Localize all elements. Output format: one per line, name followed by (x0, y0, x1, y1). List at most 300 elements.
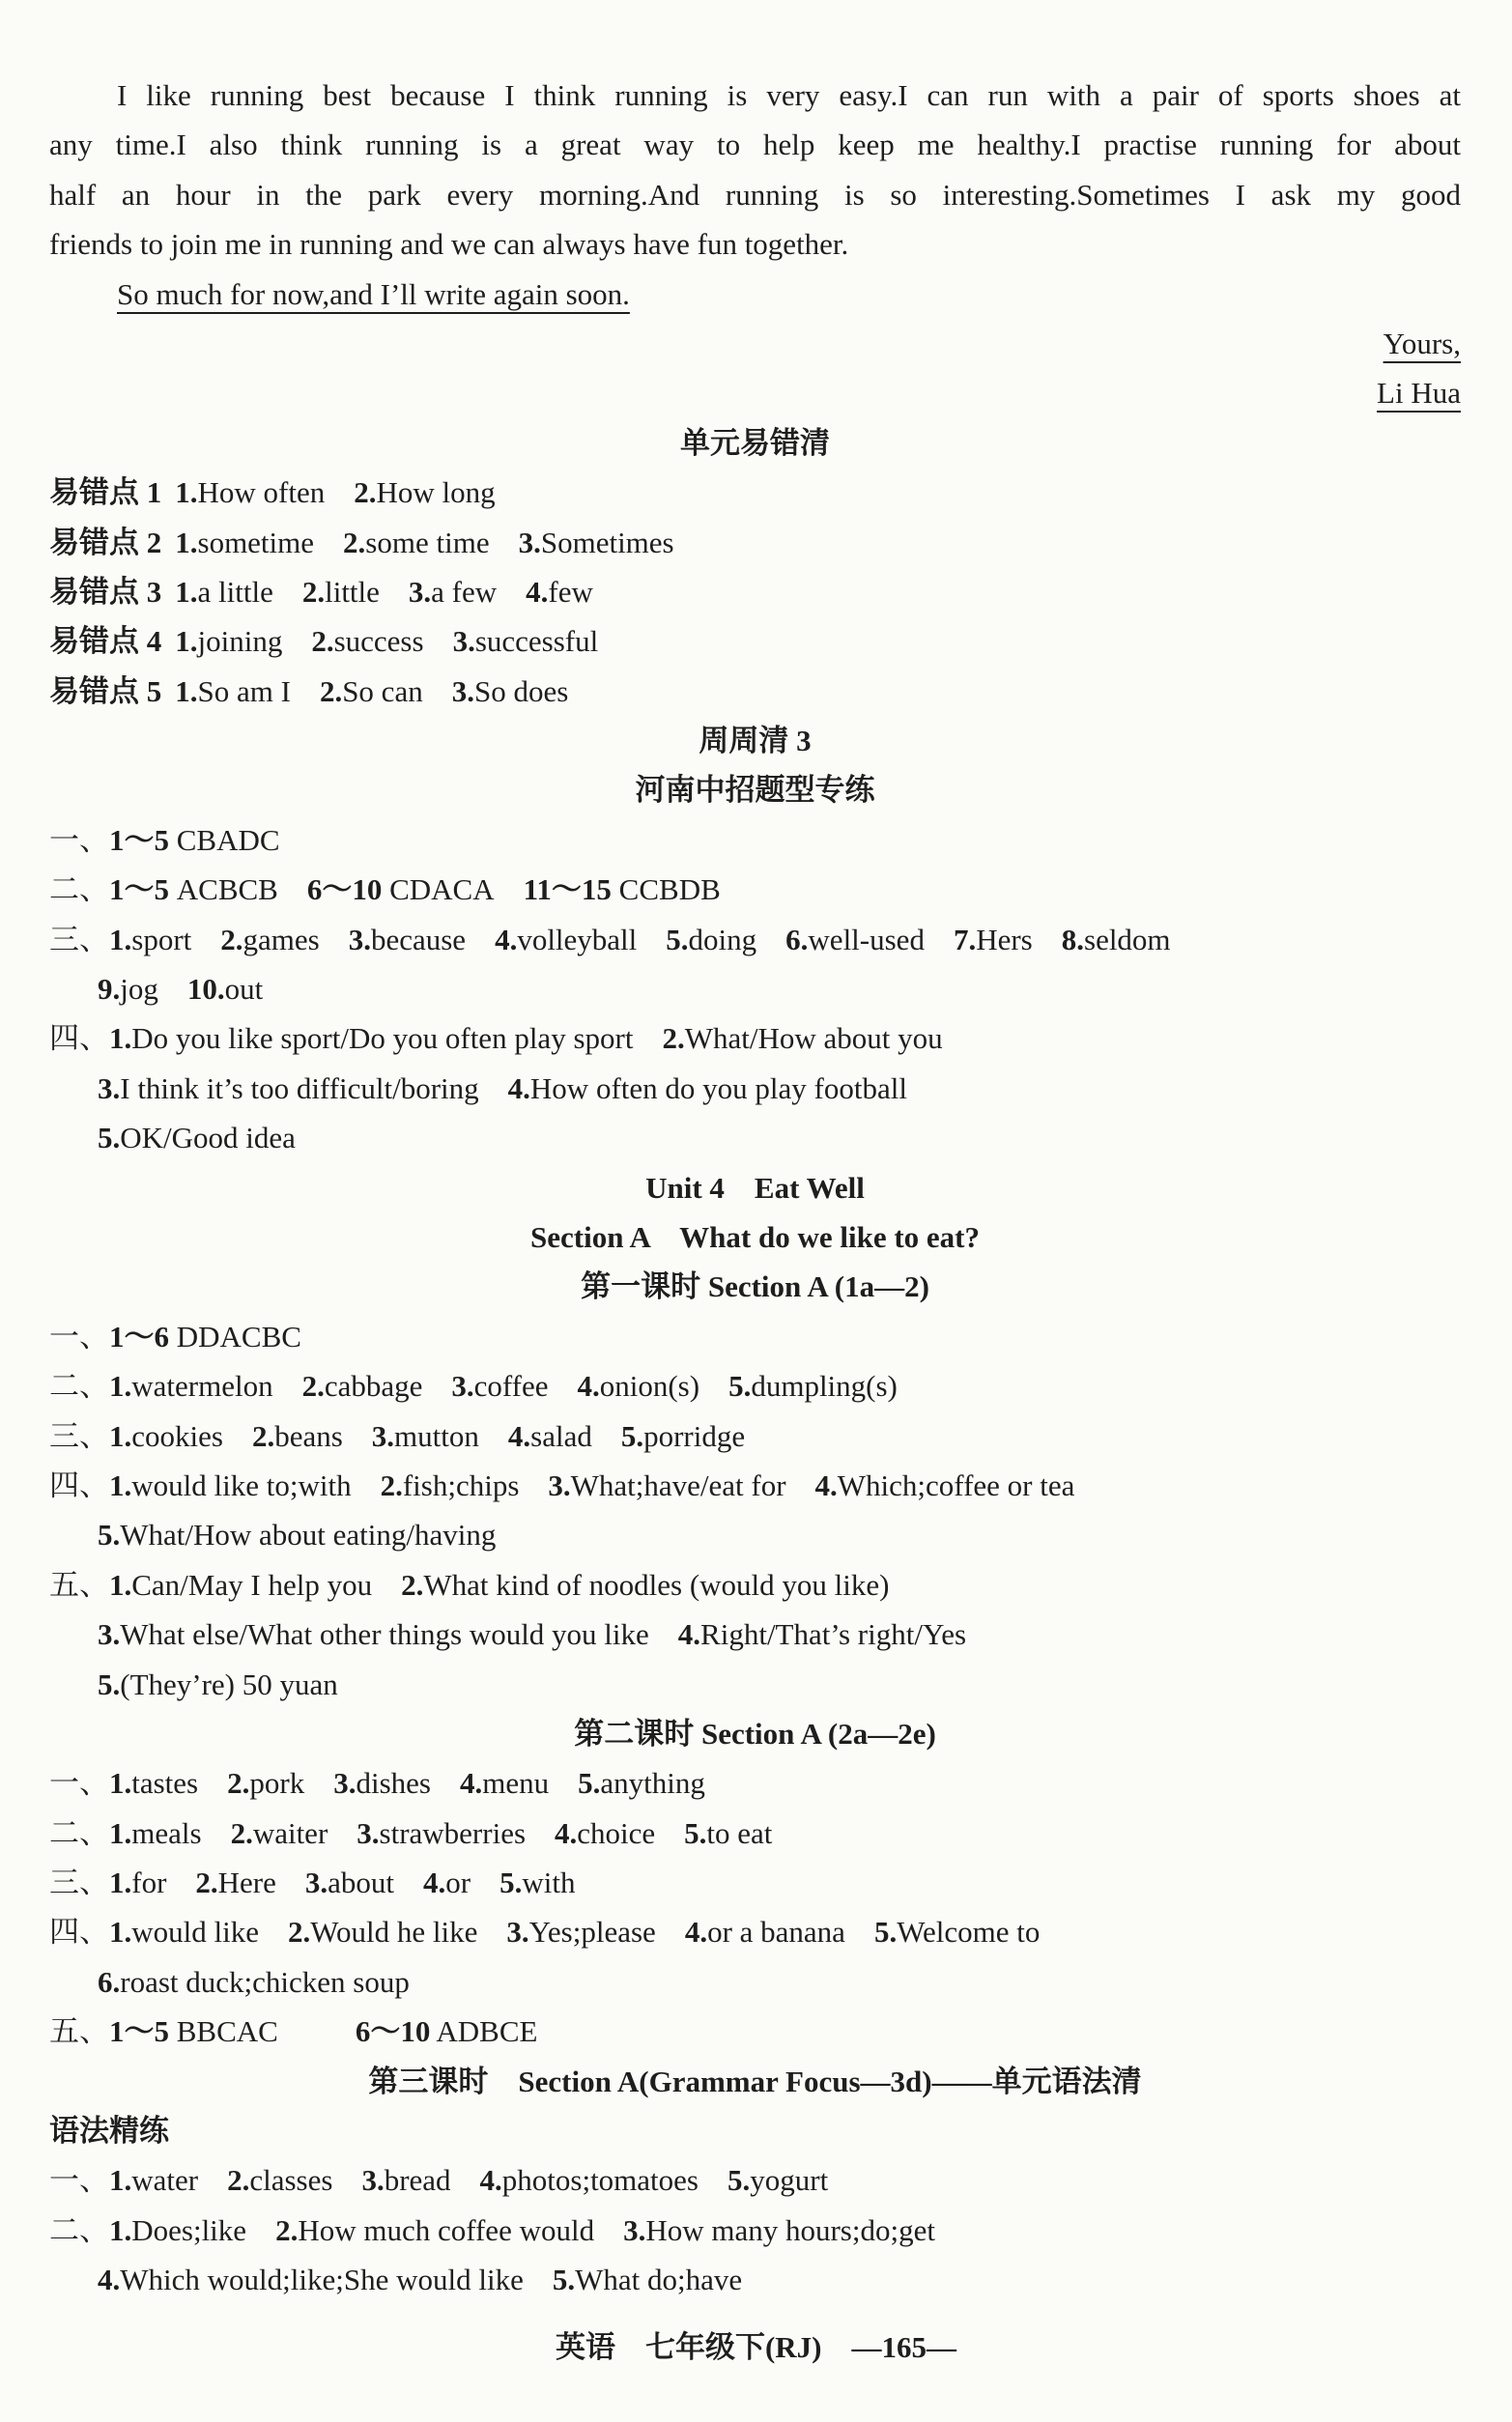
answer-number: 5. (499, 1866, 523, 1900)
answer-row (49, 567, 1461, 616)
answer-row (49, 1660, 1461, 1709)
answer-item (109, 1021, 633, 1055)
row-label: 二、 (49, 872, 109, 907)
answer-item (252, 1419, 343, 1453)
answer-page (49, 71, 1461, 2305)
answer-text: joining (197, 624, 283, 659)
answer-item (302, 1369, 423, 1403)
answer-item (98, 1617, 649, 1651)
answer-text: cabbage (324, 1369, 423, 1404)
row-label: 易错点 3 (49, 574, 162, 609)
section-subheading: 语法精练 (49, 2114, 169, 2149)
answer-item (109, 1320, 301, 1353)
answer-number: 2. (380, 1467, 403, 1502)
answer-item (343, 526, 490, 559)
answer-item (175, 475, 325, 509)
answer-number: 5. (552, 2263, 576, 2297)
answer-item (495, 923, 637, 956)
answer-row (49, 616, 1461, 666)
row-label: 三、 (49, 1866, 109, 1900)
answer-text: porridge (643, 1418, 746, 1453)
answer-row (49, 1013, 1461, 1063)
answer-item (526, 575, 593, 609)
answer-row (49, 1113, 1461, 1162)
answer-item (361, 2163, 450, 2197)
answer-text: watermelon (131, 1369, 273, 1404)
answer-text: classes (249, 2163, 333, 2198)
answer-number: 2. (227, 1766, 250, 1801)
answer-number: 1. (175, 574, 198, 609)
answer-text: dumpling(s) (751, 1369, 898, 1404)
section-heading: 第二课时 Section A (2a—2e) (574, 1716, 936, 1751)
answer-number: 1. (175, 475, 198, 510)
answer-item (451, 1369, 548, 1403)
answer-number: 1. (109, 1866, 132, 1900)
answer-item (98, 1518, 496, 1552)
answer-text: Would he like (310, 1915, 478, 1950)
answer-number: 2. (230, 1815, 253, 1850)
answer-number: 1. (175, 624, 198, 659)
answer-number: 5. (728, 1369, 752, 1404)
answer-text: DDACBC (169, 1319, 301, 1353)
answer-item (175, 575, 273, 609)
letter-signature: Li Hua (1377, 376, 1461, 411)
answer-row (49, 1064, 1461, 1113)
answer-row (49, 667, 1461, 716)
answer-row (49, 1312, 1461, 1361)
answer-item (109, 2213, 246, 2247)
answer-text: Welcome to (897, 1915, 1041, 1950)
answer-text: Right/That’s right/Yes (700, 1617, 967, 1652)
answer-item (227, 1766, 304, 1800)
answer-text: What/How about eating/having (120, 1518, 497, 1553)
answer-text: dishes (356, 1766, 431, 1801)
answer-number: 3. (518, 525, 541, 559)
answer-number: 4. (423, 1866, 446, 1900)
answer-item (109, 1468, 352, 1502)
section-heading: 河南中招题型专练 (635, 773, 875, 808)
answer-text: cookies (131, 1418, 223, 1453)
answer-item (662, 1021, 942, 1055)
answer-item (305, 1866, 394, 1899)
answer-item (195, 1866, 275, 1899)
answer-text: CDACA (382, 872, 495, 907)
section-heading: 周周清 3 (699, 724, 812, 758)
answer-number: 5. (666, 922, 689, 956)
answer-text: would like (131, 1915, 259, 1950)
answer-row (49, 1461, 1461, 1510)
answer-item (524, 872, 721, 906)
answer-number: 5. (98, 1667, 121, 1701)
answer-item (727, 2163, 828, 2197)
answer-number: 2. (354, 475, 377, 510)
answer-text: How often do you play football (529, 1070, 907, 1105)
answer-item (815, 1468, 1075, 1502)
answer-number: 1. (109, 1418, 132, 1453)
section-heading: 单元易错清 (680, 425, 830, 460)
answer-number: 1. (109, 1021, 132, 1056)
answer-row (49, 1858, 1461, 1907)
answer-row (49, 2007, 1461, 2056)
answer-text: successful (474, 624, 599, 659)
answer-number: 1. (109, 2163, 132, 2198)
answer-text: Hers (976, 922, 1033, 956)
row-label: 三、 (49, 1418, 109, 1453)
answer-text: fish;chips (402, 1467, 520, 1502)
answer-number: 7. (953, 922, 977, 956)
answer-row (49, 815, 1461, 865)
answer-number: 3. (451, 673, 474, 708)
answer-row (49, 1907, 1461, 1956)
answer-number: 3. (451, 1369, 474, 1404)
answer-text: What kind of noodles (would you like) (423, 1567, 890, 1602)
answer-text: BBCAC (169, 2014, 278, 2049)
answer-number: 5. (578, 1766, 601, 1801)
section-heading: 第三课时 Section A(Grammar Focus—3d)——单元语法清 (368, 2064, 1142, 2098)
answer-item (109, 1568, 372, 1602)
answer-text: How long (376, 475, 496, 510)
row-label: 四、 (49, 1021, 109, 1056)
answer-item (506, 1915, 655, 1949)
answer-text: onion(s) (599, 1369, 700, 1404)
answer-number: 2. (401, 1567, 424, 1602)
row-label: 易错点 2 (49, 525, 162, 559)
answer-item (621, 1419, 745, 1453)
answer-item (175, 674, 291, 708)
answer-text: about (328, 1866, 395, 1900)
answer-number: 5. (684, 1815, 707, 1850)
section-heading: Unit 4 Eat Well (645, 1170, 865, 1205)
answer-text: to eat (706, 1815, 773, 1850)
answer-item (460, 1766, 549, 1800)
answer-text: ACBCB (169, 872, 278, 907)
row-label: 二、 (49, 2212, 109, 2247)
answer-row (49, 1809, 1461, 1858)
answer-number: 3. (408, 574, 432, 609)
row-label: 一、 (49, 1319, 109, 1353)
section-heading: Section A What do we like to eat? (530, 1219, 980, 1254)
answer-number: 4. (814, 1467, 838, 1502)
answer-text: coffee (473, 1369, 549, 1404)
answer-row (49, 865, 1461, 914)
answer-text: sport (131, 922, 192, 956)
answer-number: 4. (479, 2163, 502, 2198)
answer-text: or a banana (707, 1915, 845, 1950)
answer-item (109, 1419, 223, 1453)
answer-number: 1. (109, 1467, 132, 1502)
answer-item (98, 1121, 296, 1154)
answer-number: 3. (452, 624, 475, 659)
answer-row (49, 1510, 1461, 1559)
answer-row (49, 2155, 1461, 2205)
answer-text: Do you like sport/Do you often play sport (131, 1021, 634, 1056)
answer-item (98, 1965, 410, 1999)
answer-item (320, 674, 423, 708)
answer-text: pork (249, 1766, 305, 1801)
answer-text: How much coffee would (298, 2212, 595, 2247)
answer-text: seldom (1084, 922, 1171, 956)
answer-number: 4. (459, 1766, 483, 1801)
answer-text: Which;coffee or tea (837, 1467, 1075, 1502)
answer-number: 3. (348, 922, 371, 956)
answer-text: Which would;like;She would like (120, 2263, 524, 2297)
answer-text: for (131, 1866, 167, 1900)
answer-item (109, 823, 280, 857)
row-label: 一、 (49, 2163, 109, 2198)
answer-number: 11～15 (523, 872, 612, 907)
answer-text: volleyball (517, 922, 638, 956)
letter-signoff: Yours, (1383, 326, 1461, 360)
answer-item (227, 2163, 332, 2197)
answer-number: 1. (109, 1567, 132, 1602)
answer-item (508, 1419, 592, 1453)
answer-text: strawberries (379, 1815, 527, 1850)
answer-number: 8. (1061, 922, 1084, 956)
answer-number: 2. (195, 1866, 218, 1900)
answer-number: 4. (526, 574, 549, 609)
answer-item (311, 624, 423, 658)
answer-text: because (370, 922, 467, 956)
letter-line: I like running best because I think running is very easy.I can run with a pair of sports shoes at (117, 78, 1461, 112)
answer-item (685, 1915, 845, 1949)
answer-number: 5. (98, 1121, 121, 1155)
answer-row (49, 518, 1461, 567)
page-footer: 英语 七年级下(RJ) —165— (555, 2330, 957, 2364)
answer-item (109, 1766, 198, 1800)
answer-text: meals (131, 1815, 202, 1850)
row-label: 一、 (49, 822, 109, 857)
answer-item (499, 1866, 575, 1899)
answer-number: 2. (227, 2163, 250, 2198)
answer-item (666, 923, 756, 956)
answer-text: (They’re) 50 yuan (120, 1667, 338, 1701)
answer-text: bread (384, 2163, 451, 2198)
answer-number: 5. (620, 1418, 644, 1453)
answer-text: Does;like (131, 2212, 247, 2247)
answer-item (678, 1617, 966, 1651)
answer-item (98, 1667, 338, 1701)
row-label: 易错点 1 (49, 475, 162, 510)
answer-text: menu (482, 1766, 550, 1801)
row-label: 易错点 4 (49, 624, 162, 659)
answer-row (49, 2255, 1461, 2304)
answer-row (49, 1957, 1461, 2007)
answer-number: 3. (98, 1070, 121, 1105)
answer-text: well-used (808, 922, 925, 956)
answer-number: 1. (109, 1815, 132, 1850)
answer-number: 1. (109, 2212, 132, 2247)
answer-number: 1～5 (109, 2014, 169, 2049)
answer-item (307, 872, 495, 906)
answer-item (231, 1816, 328, 1850)
answer-text: some time (365, 525, 490, 559)
answer-item (555, 1816, 655, 1850)
letter-line: any time.I also think running is a great way to help keep me healthy.I practise running for about (49, 128, 1461, 162)
answer-text: yogurt (750, 2163, 829, 2198)
answer-item (357, 1816, 526, 1850)
answer-number: 1～5 (109, 872, 169, 907)
answer-number: 3. (333, 1766, 357, 1801)
answer-text: So am I (197, 673, 291, 708)
answer-number: 4. (507, 1070, 530, 1105)
answer-row (49, 2206, 1461, 2255)
row-label: 一、 (49, 1766, 109, 1801)
answer-text: games (242, 922, 320, 956)
answer-number: 6. (98, 1964, 121, 1999)
answer-item (452, 674, 569, 708)
answer-text: Sometimes (540, 525, 674, 559)
answer-item (109, 2163, 198, 2197)
answer-item (785, 923, 925, 956)
answer-text: How many hours;do;get (645, 2212, 935, 2247)
answer-number: 2. (311, 624, 334, 659)
answer-content (49, 418, 1461, 2305)
answer-row (49, 1361, 1461, 1410)
answer-text: What/How about you (684, 1021, 943, 1056)
answer-number: 3. (98, 1617, 121, 1652)
answer-text: Can/May I help you (131, 1567, 373, 1602)
answer-text: salad (530, 1418, 592, 1453)
answer-item (98, 1071, 479, 1105)
answer-number: 5. (873, 1915, 898, 1950)
answer-text: out (224, 972, 264, 1007)
answer-number: 4. (98, 2263, 121, 2297)
answer-item (354, 475, 495, 509)
answer-item (98, 2263, 524, 2296)
answer-text: So can (342, 673, 423, 708)
answer-row (49, 468, 1461, 517)
answer-item (333, 1766, 431, 1800)
answer-number: 9. (98, 972, 121, 1007)
answer-item (578, 1766, 705, 1800)
answer-text: waiter (252, 1815, 328, 1850)
answer-item (1062, 923, 1171, 956)
answer-number: 2. (251, 1418, 275, 1453)
answer-number: 10. (186, 972, 225, 1007)
answer-row (49, 1758, 1461, 1808)
answer-item (480, 2163, 699, 2197)
answer-item (349, 923, 466, 956)
answer-text: water (131, 2163, 199, 2198)
answer-text: What do;have (575, 2263, 743, 2297)
answer-text: OK/Good idea (120, 1121, 296, 1155)
answer-row (49, 1560, 1461, 1610)
answer-number: 4. (555, 1815, 578, 1850)
letter-closing: So much for now,and I’ll write again soon. (117, 276, 630, 311)
answer-number: 5. (727, 2163, 751, 2198)
answer-number: 1. (109, 1369, 132, 1404)
answer-text: Yes;please (528, 1915, 656, 1950)
answer-number: 2. (343, 525, 366, 559)
answer-item (187, 972, 263, 1006)
answer-item (401, 1568, 889, 1602)
answer-number: 4. (677, 1617, 701, 1652)
answer-number: 3. (371, 1418, 395, 1453)
answer-item (519, 526, 674, 559)
answer-text: I think it’s too difficult/boring (120, 1070, 479, 1105)
answer-number: 5. (98, 1518, 121, 1553)
answer-item (98, 972, 158, 1006)
answer-number: 3. (304, 1866, 328, 1900)
answer-number: 2. (319, 673, 343, 708)
answer-item (623, 2213, 935, 2247)
answer-item (109, 1915, 259, 1949)
answer-text: ADBCE (430, 2014, 538, 2049)
answer-number: 2. (662, 1021, 685, 1056)
answer-number: 1. (109, 922, 132, 956)
answer-text: What;have/eat for (570, 1467, 786, 1502)
answer-item (109, 872, 278, 906)
row-label: 三、 (49, 922, 109, 956)
answer-text: doing (688, 922, 757, 956)
row-label: 二、 (49, 1815, 109, 1850)
answer-item (578, 1369, 700, 1403)
answer-item (175, 624, 282, 658)
answer-text: success (333, 624, 424, 659)
answer-text: CCBDB (611, 872, 721, 907)
answer-text: mutton (394, 1418, 479, 1453)
row-label: 二、 (49, 1369, 109, 1404)
answer-item (109, 1369, 273, 1403)
answer-number: 3. (623, 2212, 646, 2247)
answer-item (728, 1369, 898, 1403)
answer-number: 1～5 (109, 822, 169, 857)
answer-text: CBADC (169, 822, 280, 857)
answer-item (372, 1419, 479, 1453)
answer-number: 1～6 (109, 1319, 169, 1353)
answer-row (49, 1610, 1461, 1659)
answer-number: 2. (220, 922, 243, 956)
row-label: 五、 (49, 1567, 109, 1602)
answer-text: or (445, 1866, 471, 1900)
answer-item (874, 1915, 1040, 1949)
answer-text: jog (120, 972, 158, 1007)
answer-text: choice (577, 1815, 656, 1850)
answer-item (381, 1468, 520, 1502)
answer-item (109, 1816, 202, 1850)
answer-item (220, 923, 319, 956)
answer-number: 2. (275, 2212, 299, 2247)
answer-item (423, 1866, 471, 1899)
answer-number: 6～10 (306, 872, 383, 907)
answer-number: 4. (577, 1369, 600, 1404)
answer-item (275, 2213, 594, 2247)
answer-item (548, 1468, 785, 1502)
answer-item (302, 575, 380, 609)
answer-text: anything (600, 1766, 705, 1801)
answer-number: 4. (507, 1418, 531, 1453)
answer-item (684, 1816, 772, 1850)
answer-text: photos;tomatoes (501, 2163, 699, 2198)
answer-number: 4. (684, 1915, 708, 1950)
answer-text: What else/What other things would you like (120, 1617, 649, 1652)
answer-item (553, 2263, 742, 2296)
answer-row (49, 1411, 1461, 1461)
section-heading: 第一课时 Section A (1a—2) (581, 1269, 929, 1304)
answer-text: would like to;with (131, 1467, 352, 1502)
answer-number: 1. (109, 1766, 132, 1801)
answer-item (175, 526, 314, 559)
answer-text: tastes (131, 1766, 199, 1801)
answer-number: 2. (301, 1369, 325, 1404)
answer-text: beans (274, 1418, 343, 1453)
answer-item (109, 1866, 166, 1899)
answer-text: How often (197, 475, 326, 510)
answer-item (453, 624, 599, 658)
answer-item (356, 2014, 538, 2048)
answer-number: 1. (175, 525, 198, 559)
answer-number: 6. (785, 922, 809, 956)
